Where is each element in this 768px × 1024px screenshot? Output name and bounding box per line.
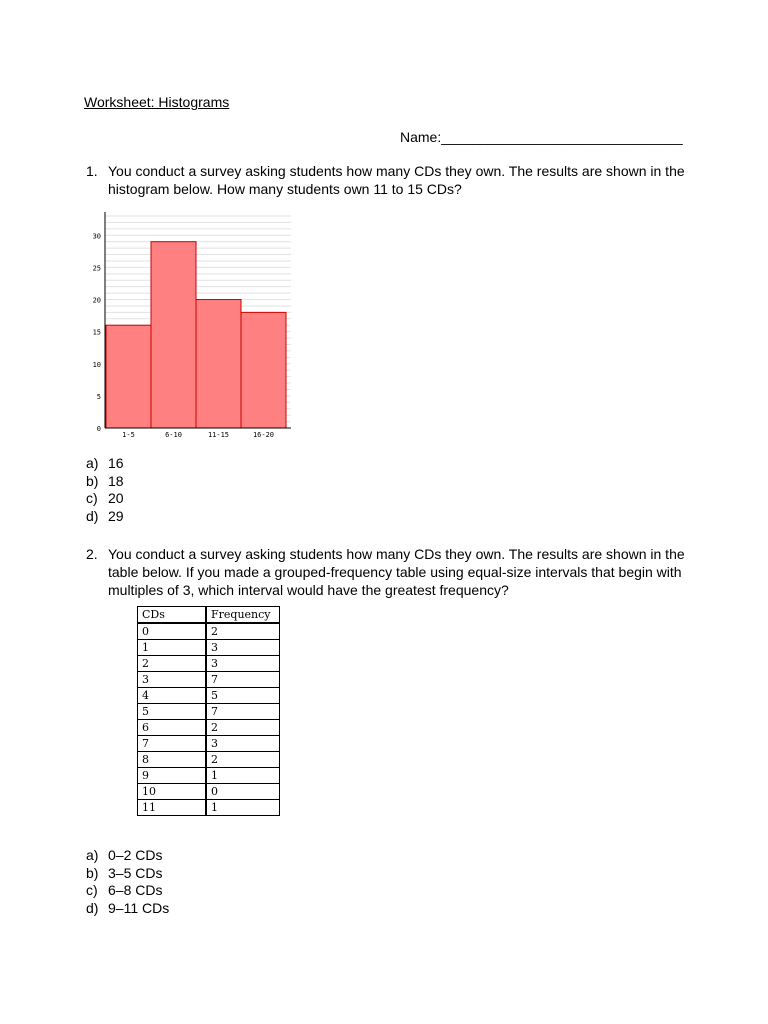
table-cell-frequency: 3 [206,656,280,672]
answer-option[interactable] [86,455,124,473]
table-row [138,720,280,736]
table-cell-cds: 9 [138,768,207,784]
table-cell-frequency: 7 [206,704,280,720]
answer-text: 20 [108,490,124,507]
table-cell-cds: 10 [138,784,207,800]
table-header-frequency: Frequency [206,607,280,624]
table-header-cds: CDs [138,607,207,624]
answer-option[interactable] [86,865,169,883]
answer-option[interactable] [86,508,124,526]
table-cell-cds: 0 [138,623,207,640]
table-row [138,736,280,752]
x-tick-label: 6-10 [165,431,182,439]
y-tick-label: 10 [92,360,101,369]
x-tick-label: 16-20 [252,431,275,439]
answer-label: c) [86,882,98,899]
question-2-answers [86,847,169,917]
table-cell-cds: 3 [138,672,207,688]
table-row [138,688,280,704]
answer-text: 18 [108,472,124,489]
table-cell-frequency: 1 [206,768,280,784]
table-cell-cds: 8 [138,752,207,768]
table-row [138,672,280,688]
answer-text: 29 [108,507,124,524]
answer-label: d) [86,899,99,916]
y-tick-label: 0 [96,425,101,433]
table-cell-cds: 11 [138,800,207,816]
answer-text: 6–8 CDs [108,882,163,899]
x-tick-label: 1-5 [122,431,135,439]
table-cell-cds: 7 [138,736,207,752]
y-tick-label: 15 [92,328,101,337]
histogram-bar [151,242,196,428]
table-cell-frequency: 2 [206,623,280,640]
table-row [138,640,280,656]
table-cell-cds: 4 [138,688,207,704]
table-cell-frequency: 7 [206,672,280,688]
answer-option[interactable] [86,847,169,865]
table-header-row [138,607,280,624]
answer-option[interactable] [86,490,124,508]
table-cell-frequency: 3 [206,640,280,656]
answer-option[interactable] [86,473,124,491]
x-tick-label: 11-15 [207,431,230,439]
answer-text: 16 [108,455,124,471]
y-tick-label: 30 [92,232,101,241]
answer-text: 0–2 CDs [108,847,163,863]
y-tick-label: 20 [92,296,101,305]
table-cell-frequency: 1 [206,800,280,816]
question-1-answers [86,455,124,525]
table-cell-cds: 2 [138,656,207,672]
worksheet-title: Worksheet: Histograms [84,94,230,110]
answer-text: 3–5 CDs [108,864,163,881]
answer-label: b) [86,864,99,881]
answer-option[interactable] [86,900,169,918]
frequency-table [137,606,280,816]
answer-label: b) [86,472,99,489]
histogram-bar [241,312,286,428]
answer-label: d) [86,507,99,524]
table-row [138,623,280,640]
table-cell-frequency: 5 [206,688,280,704]
table-cell-frequency: 3 [206,736,280,752]
table-cell-cds: 1 [138,640,207,656]
histogram-chart [86,212,296,444]
table-cell-frequency: 2 [206,752,280,768]
question-2-text: You conduct a survey asking students how many CDs they own. The results are shown in the table below. If you made a grouped-frequency table using equal-size intervals that begin with multiples of 3, which interval would have the greatest frequency? [108,546,685,598]
answer-label: c) [86,490,98,507]
question-2 [86,545,706,599]
name-field-line: Name:_______________________________ [400,129,683,145]
question-2-number: 2. [86,546,98,562]
table-row [138,784,280,800]
table-cell-frequency: 2 [206,720,280,736]
table-cell-cds: 5 [138,704,207,720]
table-row [138,704,280,720]
answer-text: 9–11 CDs [108,899,170,916]
table-row [138,656,280,672]
histogram-bar [196,300,241,428]
answer-label: a) [86,455,99,471]
y-tick-label: 25 [92,264,101,273]
table-row [138,752,280,768]
table-row [138,768,280,784]
question-1-text: You conduct a survey asking students how many CDs they own. The results are shown in the histogram below. How many students own 11 to 15 CDs? [108,163,685,197]
y-tick-label: 5 [96,392,101,401]
question-1-number: 1. [86,163,98,179]
answer-label: a) [86,847,99,863]
answer-option[interactable] [86,882,169,900]
question-1 [86,162,706,198]
table-row [138,800,280,816]
table-cell-cds: 6 [138,720,207,736]
table-cell-frequency: 0 [206,784,280,800]
histogram-bar [106,325,151,428]
